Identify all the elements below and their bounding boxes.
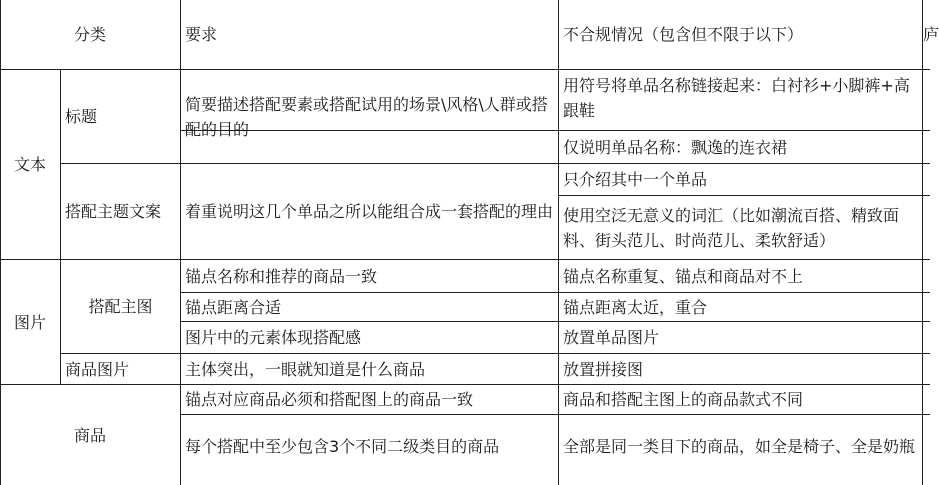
header-requirement: 要求 (185, 25, 218, 44)
title-requirement: 简要描述搭配要素或搭配试用的场景\风格\人群或搭配的目的 (185, 94, 548, 139)
header-category: 分类 (73, 25, 106, 44)
subcategory-product-image: 商品图片 (65, 359, 130, 379)
main-image-violation-3: 放置单品图片 (563, 328, 660, 347)
theme-copy-violation-2: 使用空泛无意义的词汇（比如潮流百搭、精致面料、街头范儿、时尚范儿、柔软舒适） (563, 205, 900, 250)
title-violation-1: 用符号将单品名称链接起来：白衬衫+小脚裤+高跟鞋 (563, 76, 910, 120)
product-violation-2: 全部是同一类目下的商品，如全是椅子、全是奶瓶 (563, 436, 916, 456)
section-label-text: 文本 (13, 155, 46, 174)
main-image-violation-1: 锚点名称重复、锚点和商品对不上 (563, 266, 804, 286)
section-label-product: 商品 (73, 425, 106, 445)
title-violation-2: 仅说明单品名称：飘逸的连衣裙 (563, 137, 788, 157)
product-requirement-1: 锚点对应商品必须和搭配图上的商品一致 (185, 390, 474, 409)
product-requirement-2: 每个搭配中至少包含3个不同二级类目的商品 (185, 436, 500, 456)
main-image-requirement-2: 锚点距离合适 (185, 297, 282, 317)
product-image-requirement: 主体突出，一眼就知道是什么商品 (185, 359, 426, 379)
product-image-violation: 放置拼接图 (563, 359, 644, 379)
subcategory-main-image: 搭配主图 (88, 297, 153, 316)
header-noncompliance: 不合规情况（包含但不限于以下） (563, 25, 804, 44)
product-violation-1: 商品和搭配主图上的商品款式不同 (563, 390, 804, 409)
main-image-requirement-3: 图片中的元素体现搭配感 (185, 328, 362, 347)
subcategory-title: 标题 (65, 107, 98, 126)
section-label-image: 图片 (13, 312, 46, 332)
theme-copy-requirement: 着重说明这几个单品之所以能组合成一套搭配的理由 (185, 202, 554, 221)
header-extra: 庐 (923, 25, 939, 44)
theme-copy-violation-1: 只介绍其中一个单品 (563, 170, 708, 189)
subcategory-theme-copy: 搭配主题文案 (65, 202, 162, 221)
main-image-requirement-1: 锚点名称和推荐的商品一致 (185, 266, 378, 286)
main-image-violation-2: 锚点距离太近，重合 (563, 297, 708, 317)
